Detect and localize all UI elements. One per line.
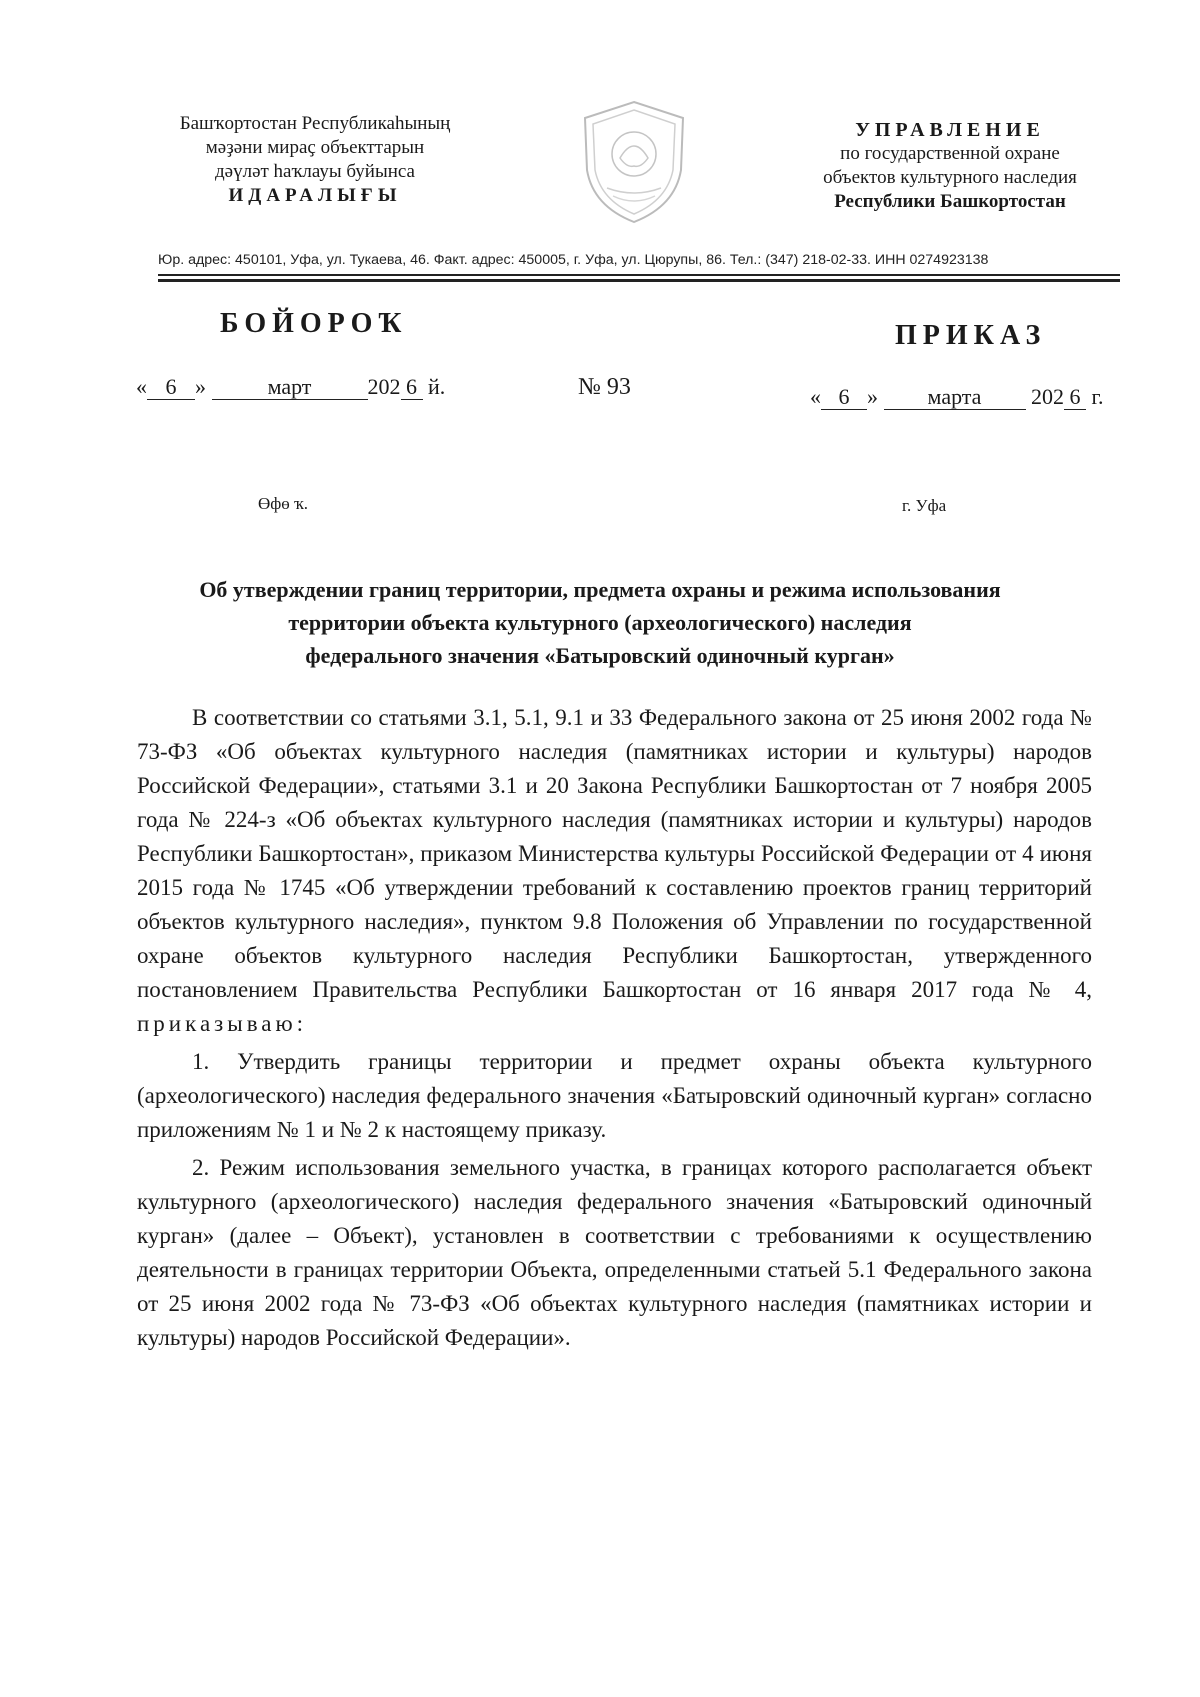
clause-1-paragraph: 1. Утвердить границы территории и предмет охраны объекта культурного (археологического) наследия федерального значения «Батыровский одиночный курган» согласно приложениям № 1 и № 2 к настоящему приказу. xyxy=(137,1049,1092,1142)
order-title-bashkir: БОЙОРОҠ xyxy=(220,308,408,339)
header-bashkir-line: Башҡортостан Республикаһының xyxy=(179,113,451,134)
header-bashkir-block xyxy=(120,112,510,208)
header-russian-line: объектов культурного наследия xyxy=(823,167,1077,188)
order-number-label: № xyxy=(578,374,601,400)
document-body xyxy=(137,701,1092,1355)
order-word: приказываю: xyxy=(137,1011,308,1036)
city-russian: г. Уфа xyxy=(902,496,947,515)
preamble-text: В соответствии со статьями 3.1, 5.1, 9.1 и 33 Федерального закона от 25 июня 2002 года № 73-ФЗ «Об объектах культурного наследия (памятниках истории и культуры) народов Российской Федерации», статьями 3.1 и 20 Закона Республики Башкортостан от 7 ноября 2005 года № 224-з «Об объектах культурного наследия (памятниках истории и культуры) народов Республики Башкортостан», приказом Министерства культуры Российской Федерации от 4 июня 2015 года № 1745 «Об утверждении требований к составлению проектов границ территорий объектов культурного наследия», пунктом 9.8 Положения об Управлении по государственной охране объектов культурного наследия Республики Башкортостан, утвержденного постановлением Правительства Республики Башкортостан от 16 января 2017 года № 4, xyxy=(137,705,1092,1002)
date-day: 6 xyxy=(821,385,867,410)
header-divider xyxy=(158,274,1120,276)
header-russian-line: по государственной охране xyxy=(840,143,1060,164)
header-bashkir-line: мәҙәни мираҫ объекттарын xyxy=(205,137,425,158)
order-number-value: 93 xyxy=(606,374,631,400)
date-month: марта xyxy=(884,385,1026,410)
date-suffix: г. xyxy=(1091,384,1104,409)
order-date-russian: « 6 » марта 202 6 г. xyxy=(810,384,1104,409)
document-title xyxy=(100,573,1100,672)
header-russian-line: Республики Башкортостан xyxy=(834,191,1066,212)
document-title-line: федерального значения «Батыровский одиночный курган» xyxy=(305,643,895,668)
header-russian-agency: УПРАВЛЕНИЕ xyxy=(855,119,1045,141)
preamble-paragraph xyxy=(137,701,1092,1041)
date-year-prefix: 202 xyxy=(367,374,401,399)
document-title-line: территории объекта культурного (археологического) наследия xyxy=(288,610,912,635)
date-day: 6 xyxy=(147,375,195,400)
order-date-bashkir: « 6 » март 202 6 й. xyxy=(136,374,446,399)
header-divider xyxy=(158,279,1120,282)
order-title-russian: ПРИКАЗ xyxy=(895,320,1047,351)
coat-of-arms-emblem xyxy=(575,98,693,226)
clause-2-paragraph: 2. Режим использования земельного участка, в границах которого располагается объект культурного (археологического) наследия федерального значения «Батыровский одиночный курган» (далее – Объект), установлен в соответствии с требованиями к осуществлению деятельности в границах территории Объекта, определенными статьей 5.1 Федерального закона от 25 июня 2002 года № 73-ФЗ «Об объектах культурного наследия (памятниках истории и культуры) народов Российской Федерации». xyxy=(137,1155,1092,1350)
date-year-digit: 6 xyxy=(401,375,423,400)
city-bashkir: Өфө ҡ. xyxy=(258,494,309,513)
header-russian-block xyxy=(780,118,1120,214)
date-year-prefix: 202 xyxy=(1031,384,1064,409)
date-year-digit: 6 xyxy=(1064,385,1086,410)
date-suffix: й. xyxy=(428,374,446,399)
order-number xyxy=(578,374,631,401)
header-bashkir-agency: ИДАРАЛЫҒЫ xyxy=(228,185,402,206)
date-month: март xyxy=(212,375,368,400)
header-bashkir-line: дәүләт һаҡлауы буйынса xyxy=(214,161,415,182)
document-title-line: Об утверждении границ территории, предмета охраны и режима использования xyxy=(199,577,1001,602)
address-line: Юр. адрес: 450101, Уфа, ул. Тукаева, 46. Факт. адрес: 450005, г. Уфа, ул. Цюрупы, 86. Тел.: (347) 218-02-33. ИНН 0274923138 xyxy=(158,252,989,268)
